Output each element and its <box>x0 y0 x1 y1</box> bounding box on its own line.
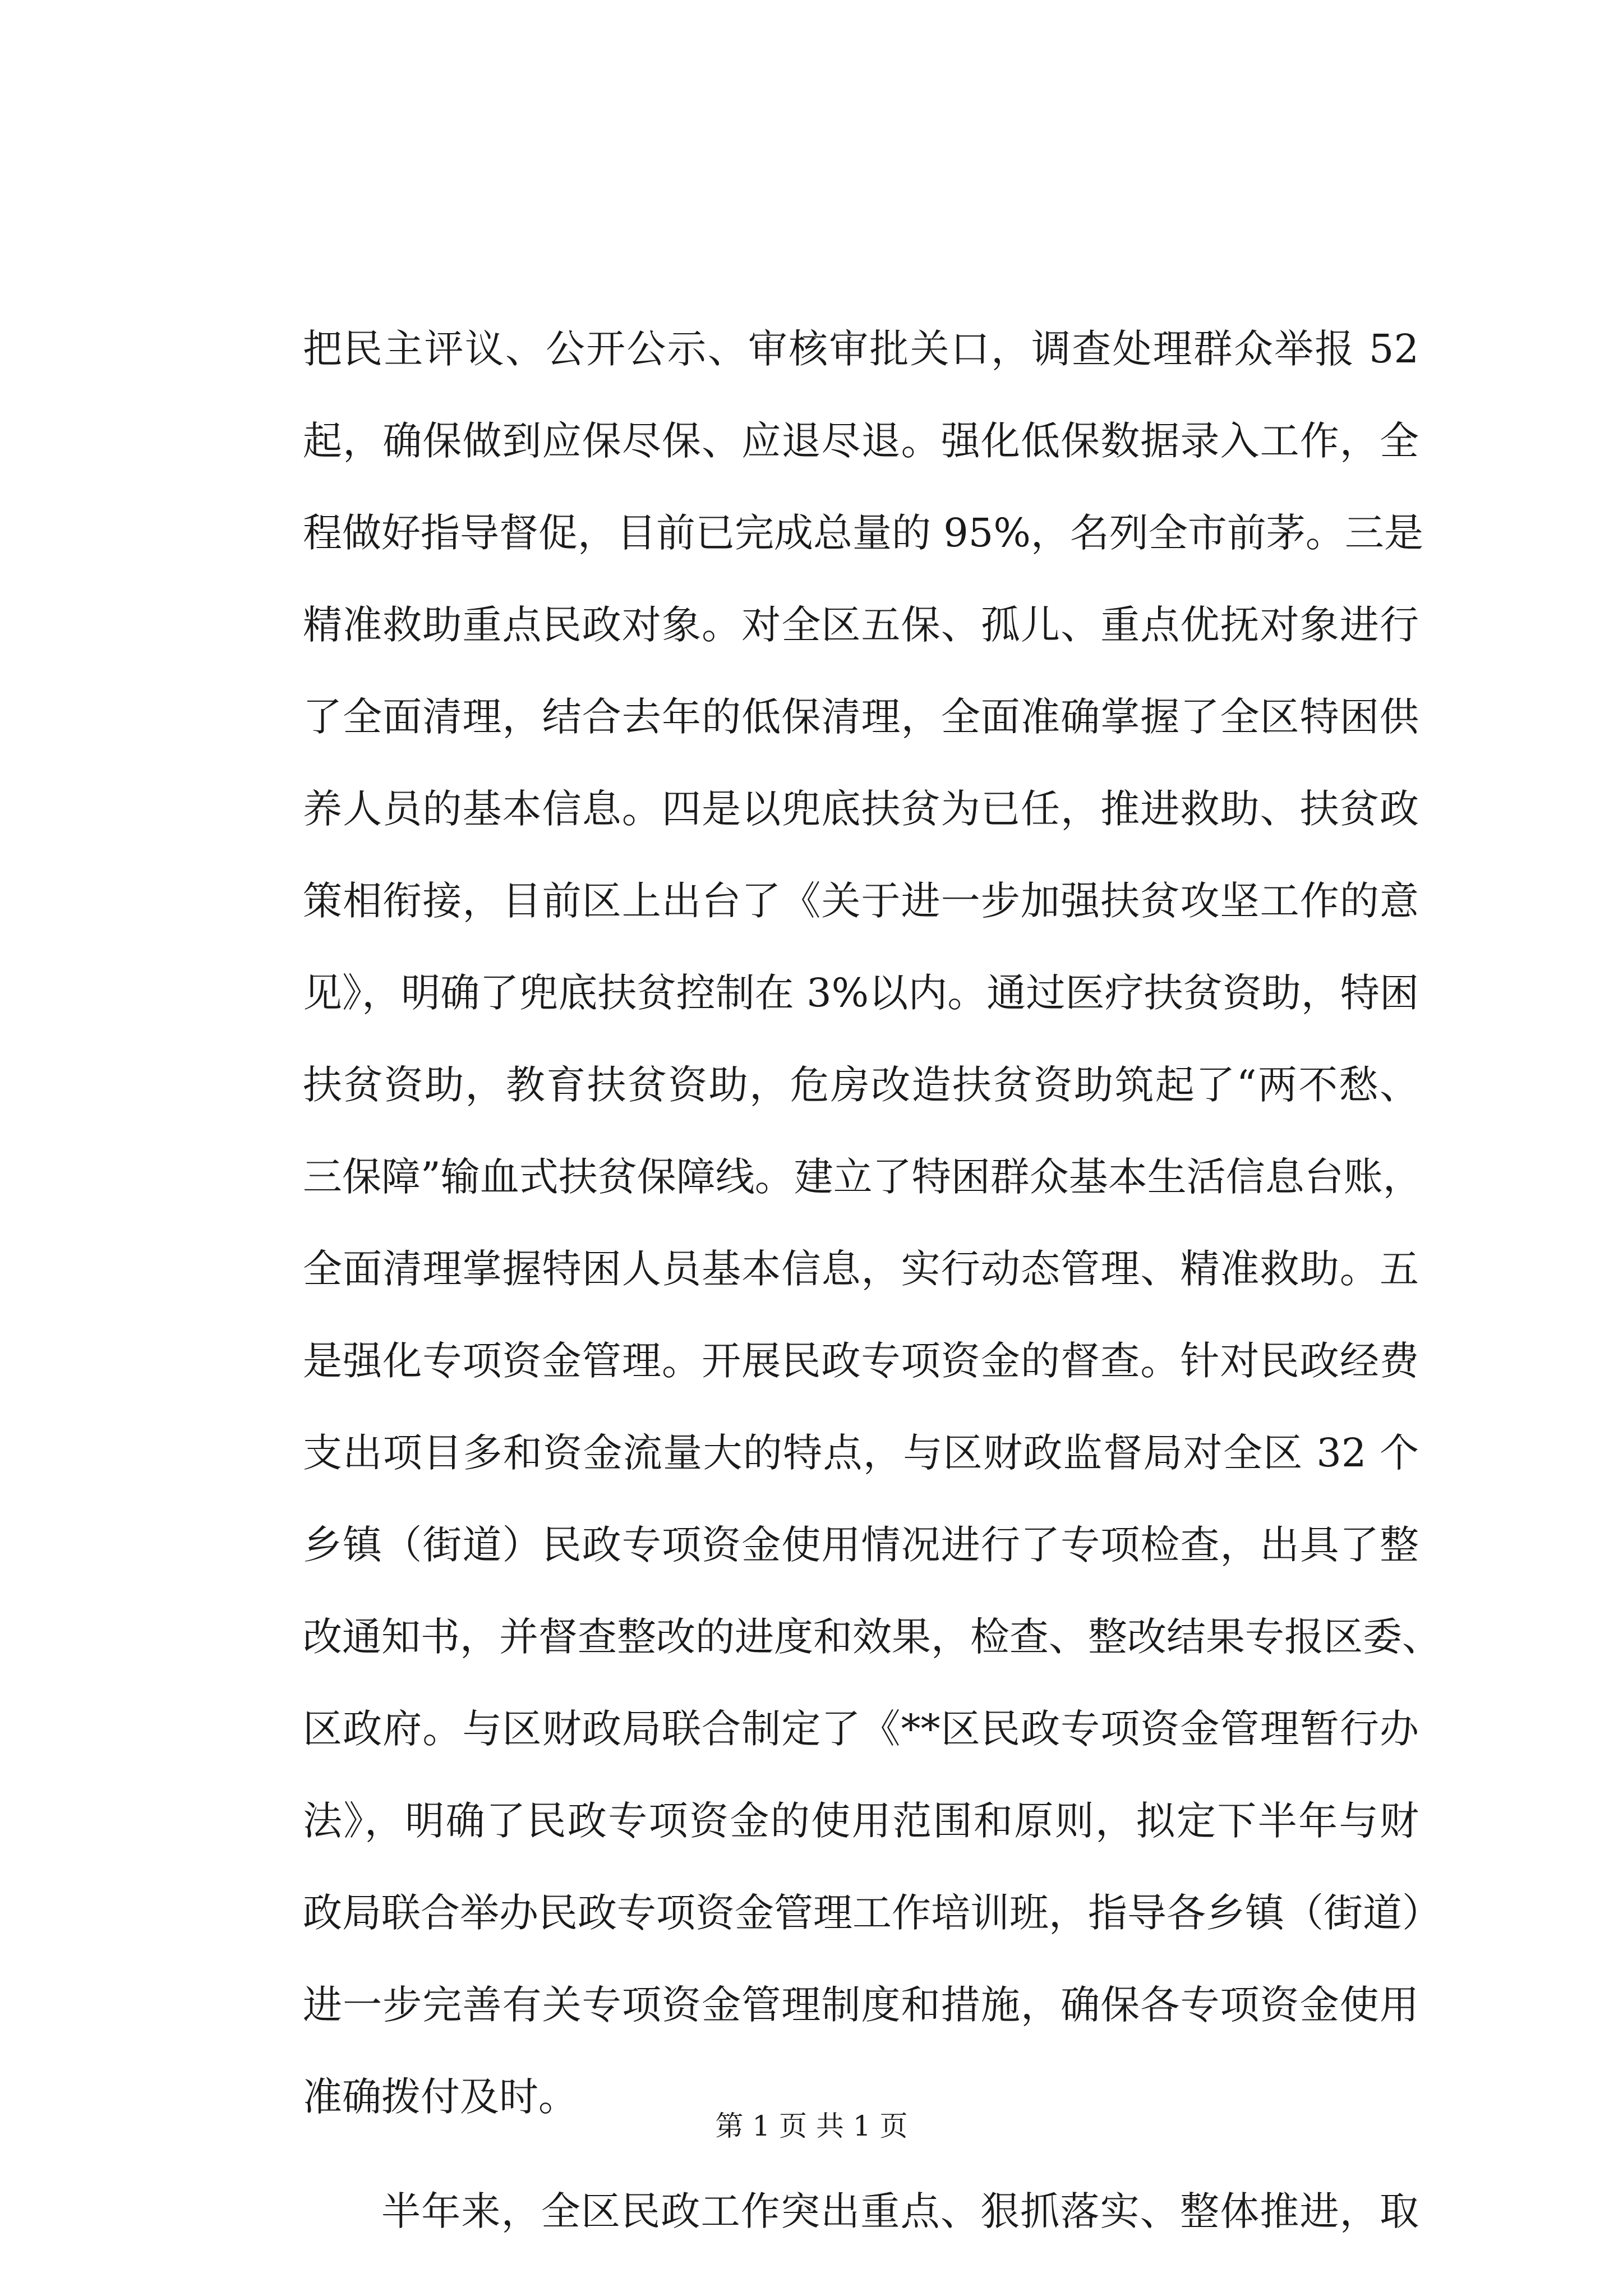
text-line: 精准救助重点民政对象。对全区五保、孤儿、重点优抚对象进行 <box>303 602 1419 648</box>
text-line: 是强化专项资金管理。开展民政专项资金的督查。针对民政经费 <box>303 1338 1419 1384</box>
text-line: 三保障”输血式扶贫保障线。建立了特困群众基本生活信息台账， <box>303 1154 1422 1200</box>
text-line: 半年来，全区民政工作突出重点、狠抓落实、整体推进，取 <box>381 2188 1419 2234</box>
paragraph-1 <box>303 303 1441 2143</box>
text-line: 乡镇（街道）民政专项资金使用情况进行了专项检查，出具了整 <box>303 1522 1419 1568</box>
text-line: 程做好指导督促，目前已完成总量的 95%，名列全市前茅。三是 <box>303 510 1423 556</box>
text-line: 策相衔接，目前区上出台了《关于进一步加强扶贫攻坚工作的意 <box>303 878 1419 924</box>
text-line: 把民主评议、公开公示、审核审批关口，调查处理群众举报 52 <box>303 326 1419 372</box>
text-line: 见》，明确了兜底扶贫控制在 3%以内。通过医疗扶贫资助，特困 <box>303 970 1419 1016</box>
text-line: 进一步完善有关专项资金管理制度和措施，确保各专项资金使用 <box>303 1982 1419 2028</box>
text-line: 全面清理掌握特困人员基本信息，实行动态管理、精准救助。五 <box>303 1246 1419 1292</box>
paragraph-2 <box>303 2165 1419 2257</box>
text-line: 了全面清理，结合去年的低保清理，全面准确掌握了全区特困供 <box>303 694 1419 740</box>
page-number-footer: 第 1 页 共 1 页 <box>715 2110 908 2142</box>
text-line: 准确拨付及时。 <box>303 2074 578 2120</box>
text-line: 支出项目多和资金流量大的特点，与区财政监督局对全区 32 个 <box>303 1430 1419 1476</box>
text-line: 扶贫资助，教育扶贫资助，危房改造扶贫资助筑起了“两不愁、 <box>303 1062 1419 1108</box>
text-line: 区政府。与区财政局联合制定了《**区民政专项资金管理暂行办 <box>303 1706 1419 1752</box>
text-line: 政局联合举办民政专项资金管理工作培训班，指导各乡镇（街道） <box>303 1890 1441 1936</box>
text-line: 法》，明确了民政专项资金的使用范围和原则，拟定下半年与财 <box>303 1798 1419 1844</box>
text-line: 起，确保做到应保尽保、应退尽退。强化低保数据录入工作，全 <box>303 418 1419 464</box>
text-line: 养人员的基本信息。四是以兜底扶贫为已任，推进救助、扶贫政 <box>303 786 1419 832</box>
document-body <box>303 303 1441 2257</box>
text-line: 改通知书，并督查整改的进度和效果，检查、整改结果专报区委、 <box>303 1614 1441 1660</box>
paragraph-spacer <box>303 2143 1419 2165</box>
